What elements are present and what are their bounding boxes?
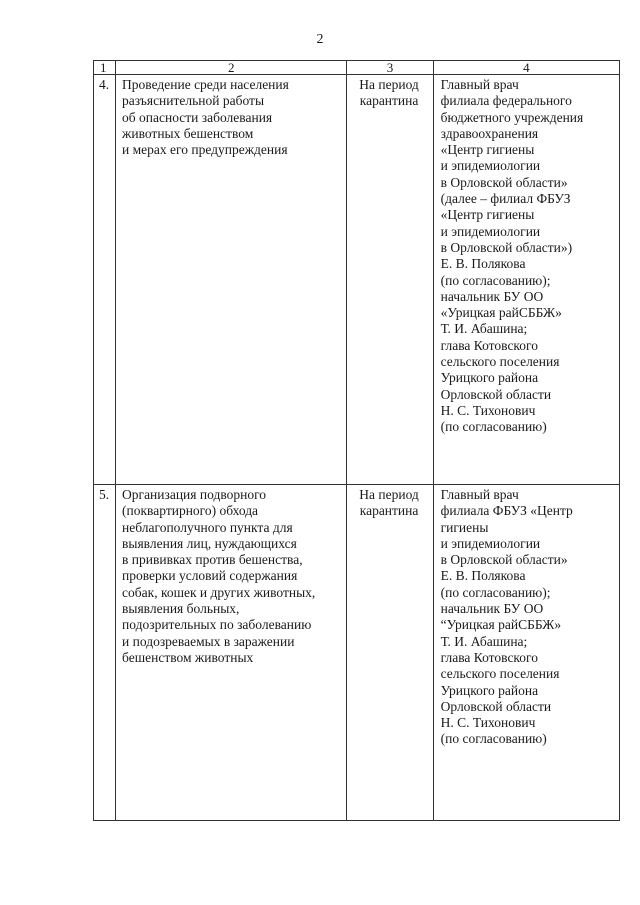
responsible-line: глава Котовского [440,649,539,665]
measure-description [116,75,347,485]
responsible-line: в Орловской области») [440,239,573,255]
column-header-1: 1 [94,61,116,75]
measure-responsible [433,75,619,485]
responsible-line: глава Котовского [440,337,539,353]
responsible-line: Т. И. Абашина; [440,633,528,649]
responsible-line: сельского поселения [440,354,560,370]
responsible-line: (по согласованию) [440,731,547,747]
measure-responsible [433,485,619,821]
responsible-line: “Урицкая райСББЖ» [440,617,562,633]
column-header-3: 3 [347,61,433,75]
description-line: проверки условий содержания [122,568,298,584]
responsible-line: филиала федерального [440,93,572,109]
table-row [94,75,620,485]
description-line: (поквартирного) обхода [122,503,259,519]
column-header-4: 4 [433,61,619,75]
description-line: выявления лиц, нуждающихся [122,535,297,551]
responsible-line: бюджетного учреждения [440,109,584,125]
description-line: животных бешенством [122,125,254,141]
responsible-line: начальник БУ ОО [440,288,544,304]
measure-period [347,75,433,485]
description-line: неблагополучного пункта для [122,519,293,535]
column-header-2: 2 [116,61,347,75]
period-line: На период [359,77,419,92]
responsible-line: Урицкого района [440,370,539,386]
responsible-line: Е. В. Полякова [440,568,526,584]
responsible-line: филиала ФБУЗ «Центр [440,503,573,519]
responsible-line: (по согласованию) [440,419,547,435]
responsible-line: «Центр гигиены [440,207,535,223]
period-line: На период [359,487,419,502]
measures-table [93,60,620,821]
description-line: выявления больных, [122,601,240,617]
page-number: 2 [316,32,324,47]
responsible-line: Главный врач [440,77,519,92]
description-line: бешенством животных [122,649,254,665]
description-line: об опасности заболевания [122,109,273,125]
responsible-line: начальник БУ ОО [440,601,544,617]
responsible-line: здравоохранения [440,125,539,141]
responsible-line: (по согласованию); [440,584,551,600]
responsible-line: Н. С. Тихонович [440,715,536,731]
description-line: в прививках против бешенства, [122,552,303,568]
responsible-line: «Урицкая райСББЖ» [440,305,562,321]
measure-period [347,485,433,821]
responsible-line: и эпидемиологии [440,535,541,551]
period-line: карантина [359,503,419,519]
responsible-line: Н. С. Тихонович [440,402,536,418]
responsible-line: Орловской области [440,698,552,714]
description-line: разъяснительной работы [122,93,265,109]
responsible-line: сельского поселения [440,666,560,682]
responsible-line: в Орловской области» [440,174,568,190]
responsible-line: Е. В. Полякова [440,256,526,272]
description-line: собак, кошек и других животных, [122,584,316,600]
row-number: 5. [94,485,116,821]
responsible-line: Главный врач [440,487,519,502]
responsible-line: и эпидемиологии [440,158,541,174]
responsible-line: «Центр гигиены [440,142,535,158]
description-line: Проведение среди населения [122,77,289,92]
responsible-line: Урицкого района [440,682,539,698]
responsible-line: Т. И. Абашина; [440,321,528,337]
measure-description [116,485,347,821]
responsible-line: Орловской области [440,386,552,402]
responsible-line: в Орловской области» [440,552,568,568]
description-line: и мерах его предупреждения [122,142,288,158]
responsible-line: (далее – филиал ФБУЗ [440,191,571,207]
responsible-line: (по согласованию); [440,272,551,288]
period-line: карантина [359,93,419,109]
description-line: подозрительных по заболеванию [122,617,312,633]
row-number: 4. [94,75,116,485]
responsible-line: и эпидемиологии [440,223,541,239]
description-line: и подозреваемых в заражении [122,633,295,649]
responsible-line: гигиены [440,519,489,535]
table-row [94,485,620,821]
table-header-row [94,61,620,75]
description-line: Организация подворного [122,487,267,502]
